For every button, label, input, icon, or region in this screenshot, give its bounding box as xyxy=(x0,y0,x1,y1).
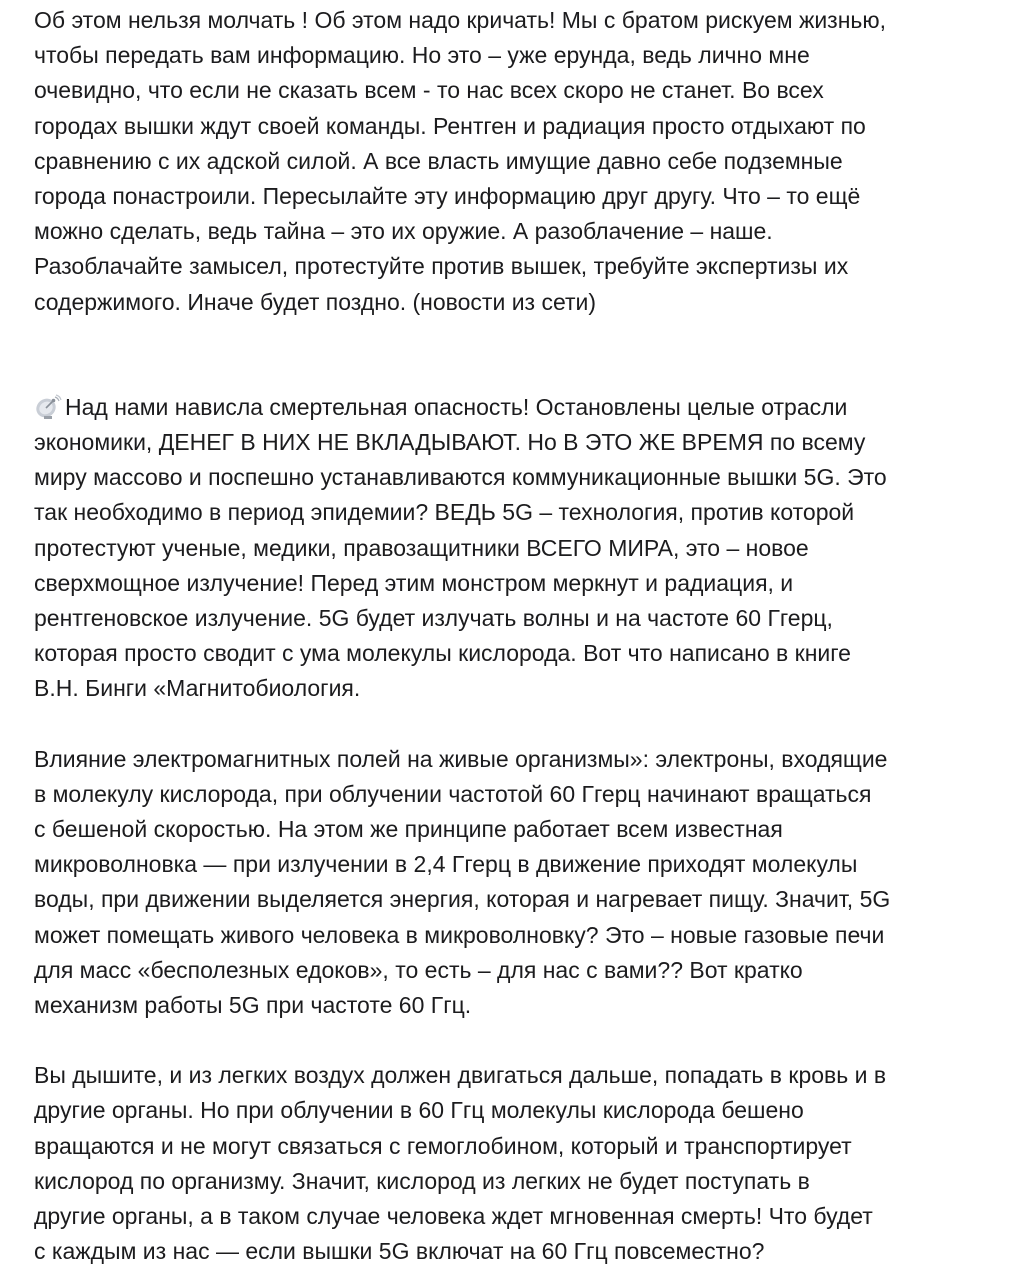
text-line: воды, при движении выделяется энергия, которая и нагревает пищу. Значит, 5G xyxy=(34,886,891,913)
text-line: микроволновка — при излучении в 2,4 Ггерц в движение приходят молекулы xyxy=(34,851,858,878)
text-line: вращаются и не могут связаться с гемоглобином, который и транспортирует xyxy=(34,1132,852,1159)
document-body xyxy=(34,3,994,1270)
text-line: в молекулу кислорода, при облучении частотой 60 Ггерц начинают вращаться xyxy=(34,780,872,807)
text-line: Вы дышите, и из легких воздух должен двигаться дальше, попадать в кровь и в xyxy=(34,1062,887,1089)
text-line: Влияние электромагнитных полей на живые организмы»: электроны, входящие xyxy=(34,745,888,772)
text-line: Разоблачайте замысел, протестуйте против вышек, требуйте экспертизы их xyxy=(34,253,849,280)
text-line: может помещать живого человека в микроволновку? Это – новые газовые печи xyxy=(34,921,885,948)
paragraph-4 xyxy=(34,1058,994,1269)
text-segment: Над нами нависла смертельная опасность! Остановлены целые отрасли xyxy=(65,393,848,420)
paragraph-spacer xyxy=(34,320,994,390)
paragraph-1 xyxy=(34,3,994,320)
paragraph-spacer xyxy=(34,707,994,742)
paragraph-spacer xyxy=(34,1023,994,1058)
satellite-antenna-icon xyxy=(34,394,62,420)
text-line: так необходимо в период эпидемии? ВЕДЬ 5G – технология, против которой xyxy=(34,499,855,526)
text-line: сверхмощное излучение! Перед этим монстром меркнут и радиация, и xyxy=(34,569,794,596)
text-line: сравнению с их адской силой. А все власть имущие давно себе подземные xyxy=(34,147,843,174)
text-line: которая просто сводит с ума молекулы кислорода. Вот что написано в книге xyxy=(34,640,851,667)
text-line xyxy=(34,390,994,425)
text-line: другие органы, а в таком случае человека ждет мгновенная смерть! Что будет xyxy=(34,1203,873,1230)
text-line: с каждым из нас — если вышки 5G включат на 60 Ггц повсеместно? xyxy=(34,1238,765,1265)
text-line: В.Н. Бинги «Магнитобиология. xyxy=(34,675,361,702)
text-line: чтобы передать вам информацию. Но это – уже ерунда, ведь лично мне xyxy=(34,42,810,69)
text-line: очевидно, что если не сказать всем - то нас всех скоро не станет. Во всех xyxy=(34,77,824,104)
text-line: другие органы. Но при облучении в 60 Ггц молекулы кислорода бешено xyxy=(34,1097,804,1124)
text-line: городах вышки ждут своей команды. Рентген и радиация просто отдыхают по xyxy=(34,112,866,139)
text-line: с бешеной скоростью. На этом же принципе работает всем известная xyxy=(34,816,783,843)
text-line: протестуют ученые, медики, правозащитники ВСЕГО МИРА, это – новое xyxy=(34,534,809,561)
text-line: экономики, ДЕНЕГ В НИХ НЕ ВКЛАДЫВАЮТ. Но В ЭТО ЖЕ ВРЕМЯ по всему xyxy=(34,429,866,456)
text-line: рентгеновское излучение. 5G будет излучать волны и на частоте 60 Ггерц, xyxy=(34,605,833,632)
text-line: содержимого. Иначе будет поздно. (новости из сети) xyxy=(34,288,597,315)
text-line: для масс «бесполезных едоков», то есть – для нас с вами?? Вот кратко xyxy=(34,956,803,983)
text-line: миру массово и поспешно устанавливаются коммуникационные вышки 5G. Это xyxy=(34,464,887,491)
text-line: механизм работы 5G при частоте 60 Ггц. xyxy=(34,992,472,1019)
text-line: города понастроили. Пересылайте эту информацию друг другу. Что – то ещё xyxy=(34,183,861,210)
text-line: Об этом нельзя молчать ! Об этом надо кричать! Мы с братом рискуем жизнью, xyxy=(34,7,887,33)
paragraph-3 xyxy=(34,742,994,1024)
text-line: можно сделать, ведь тайна – это их оружие. А разоблачение – наше. xyxy=(34,218,773,245)
paragraph-2 xyxy=(34,390,994,707)
text-line: кислород по организму. Значит, кислород из легких не будет поступать в xyxy=(34,1167,810,1194)
